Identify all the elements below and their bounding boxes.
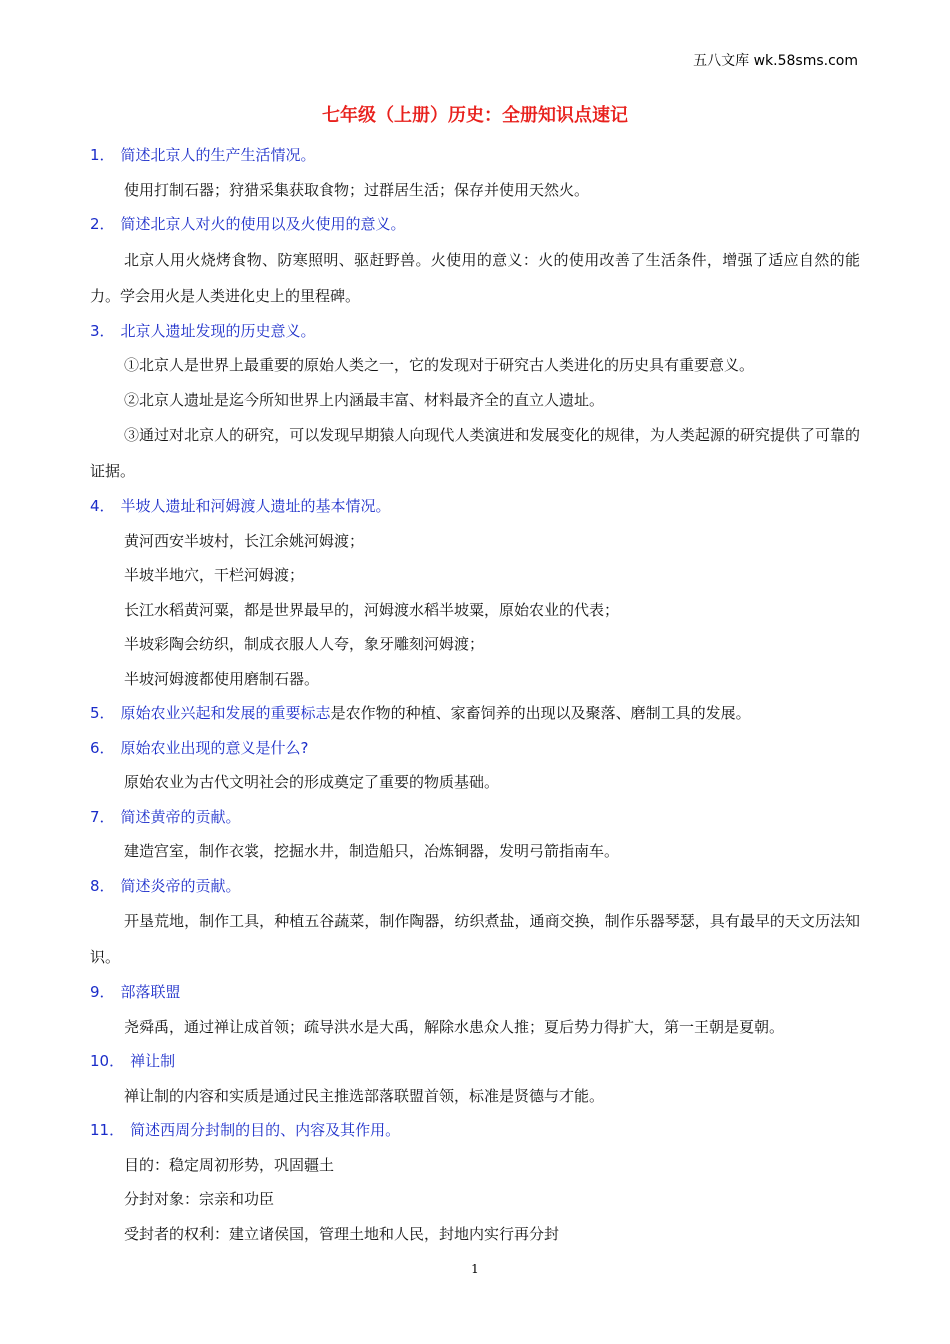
question-heading bbox=[90, 207, 860, 242]
question-text: 部落联盟 bbox=[120, 983, 181, 1001]
question-text: 半坡人遗址和河姆渡人遗址的基本情况。 bbox=[120, 497, 391, 515]
question-number: 10． bbox=[90, 1052, 125, 1070]
answer-paragraph: 尧舜禹，通过禅让成首领；疏导洪水是大禹，解除水患众人推；夏后势力得扩大，第一王朝是夏朝。 bbox=[124, 1017, 785, 1036]
answer-paragraph: 开垦荒地，制作工具，种植五谷蔬菜，制作陶器，纺织煮盐，通商交换，制作乐器琴瑟，具有最早的天文历法知识。 bbox=[90, 912, 860, 966]
page-number: 1 bbox=[471, 1262, 479, 1276]
answer-paragraph: 禅让制的内容和实质是通过民主推选部落联盟首领，标准是贤德与才能。 bbox=[124, 1086, 605, 1105]
question-heading bbox=[90, 314, 860, 349]
question-text: 简述北京人的生产生活情况。 bbox=[120, 146, 316, 164]
answer-paragraph: 分封对象：宗亲和功臣 bbox=[124, 1190, 275, 1208]
answer-paragraph: 受封者的权利：建立诸侯国，管理土地和人民，封地内实行再分封 bbox=[124, 1224, 560, 1243]
page-title: 七年级（上册）历史：全册知识点速记 bbox=[322, 105, 628, 126]
question-heading bbox=[90, 731, 860, 766]
question-text: 禅让制 bbox=[130, 1052, 176, 1070]
answer-paragraph: ①北京人是世界上最重要的原始人类之一，它的发现对于研究古人类进化的历史具有重要意义。 bbox=[124, 356, 755, 374]
answer-paragraph: 建造宫室，制作衣裳，挖掘水井，制造船只，冶炼铜器，发明弓箭指南车。 bbox=[124, 842, 620, 860]
question-heading bbox=[90, 800, 860, 835]
question-number: 2． bbox=[90, 215, 115, 233]
question-number: 6． bbox=[90, 738, 115, 757]
answer-paragraph: ②北京人遗址是迄今所知世界上内涵最丰富、材料最齐全的直立人遗址。 bbox=[124, 390, 605, 409]
question-heading bbox=[90, 696, 860, 731]
answer-paragraph: 半坡河姆渡都使用磨制石器。 bbox=[124, 669, 320, 688]
question-text: 简述西周分封制的目的、内容及其作用。 bbox=[130, 1121, 401, 1139]
answer-paragraph: 使用打制石器；狩猎采集获取食物；过群居生活；保存并使用天然火。 bbox=[124, 180, 590, 199]
question-text: 北京人遗址发现的历史意义。 bbox=[120, 321, 316, 340]
question-number: 11． bbox=[90, 1121, 125, 1139]
answer-paragraph: 半坡半地穴，干栏河姆渡； bbox=[124, 566, 305, 584]
question-number: 7． bbox=[90, 807, 115, 826]
answer-paragraph: 原始农业为古代文明社会的形成奠定了重要的物质基础。 bbox=[124, 773, 500, 791]
question-heading bbox=[90, 138, 860, 173]
question-number: 8． bbox=[90, 876, 115, 895]
question-heading bbox=[90, 1044, 860, 1079]
answer-paragraph: 半坡彩陶会纺织，制成衣服人人夸，象牙雕刻河姆渡； bbox=[124, 635, 485, 653]
question-number: 5． bbox=[90, 704, 115, 722]
question-number: 3． bbox=[90, 321, 115, 340]
question-heading bbox=[90, 975, 860, 1010]
question-text: 简述黄帝的贡献。 bbox=[120, 807, 241, 826]
question-heading bbox=[90, 1113, 860, 1148]
question-answer-inline: 是农作物的种植、家畜饲养的出现以及聚落、磨制工具的发展。 bbox=[330, 704, 751, 722]
header-site: 五八文库 wk.58sms.com bbox=[693, 53, 858, 69]
question-heading bbox=[90, 489, 860, 524]
question-number: 1． bbox=[90, 146, 115, 164]
question-text: 原始农业兴起和发展的重要标志 bbox=[120, 704, 331, 722]
question-text: 原始农业出现的意义是什么? bbox=[120, 738, 309, 757]
question-text: 简述北京人对火的使用以及火使用的意义。 bbox=[120, 215, 406, 233]
answer-paragraph: ③通过对北京人的研究，可以发现早期猿人向现代人类演进和发展变化的规律，为人类起源的研究提供了可靠的证据。 bbox=[90, 426, 860, 480]
question-number: 4． bbox=[90, 497, 115, 515]
question-heading bbox=[90, 869, 860, 904]
answer-paragraph: 黄河西安半坡村，长江余姚河姆渡； bbox=[124, 531, 365, 550]
question-text: 简述炎帝的贡献。 bbox=[120, 876, 241, 895]
content bbox=[90, 138, 860, 1251]
answer-paragraph: 长江水稻黄河粟，都是世界最早的，河姆渡水稻半坡粟，原始农业的代表； bbox=[124, 600, 620, 619]
question-number: 9． bbox=[90, 983, 115, 1001]
answer-paragraph: 北京人用火烧烤食物、防寒照明、驱赶野兽。火使用的意义：火的使用改善了生活条件，增强了适应自然的能力。学会用火是人类进化史上的里程碑。 bbox=[90, 250, 860, 305]
answer-paragraph: 目的：稳定周初形势，巩固疆土 bbox=[124, 1155, 335, 1174]
